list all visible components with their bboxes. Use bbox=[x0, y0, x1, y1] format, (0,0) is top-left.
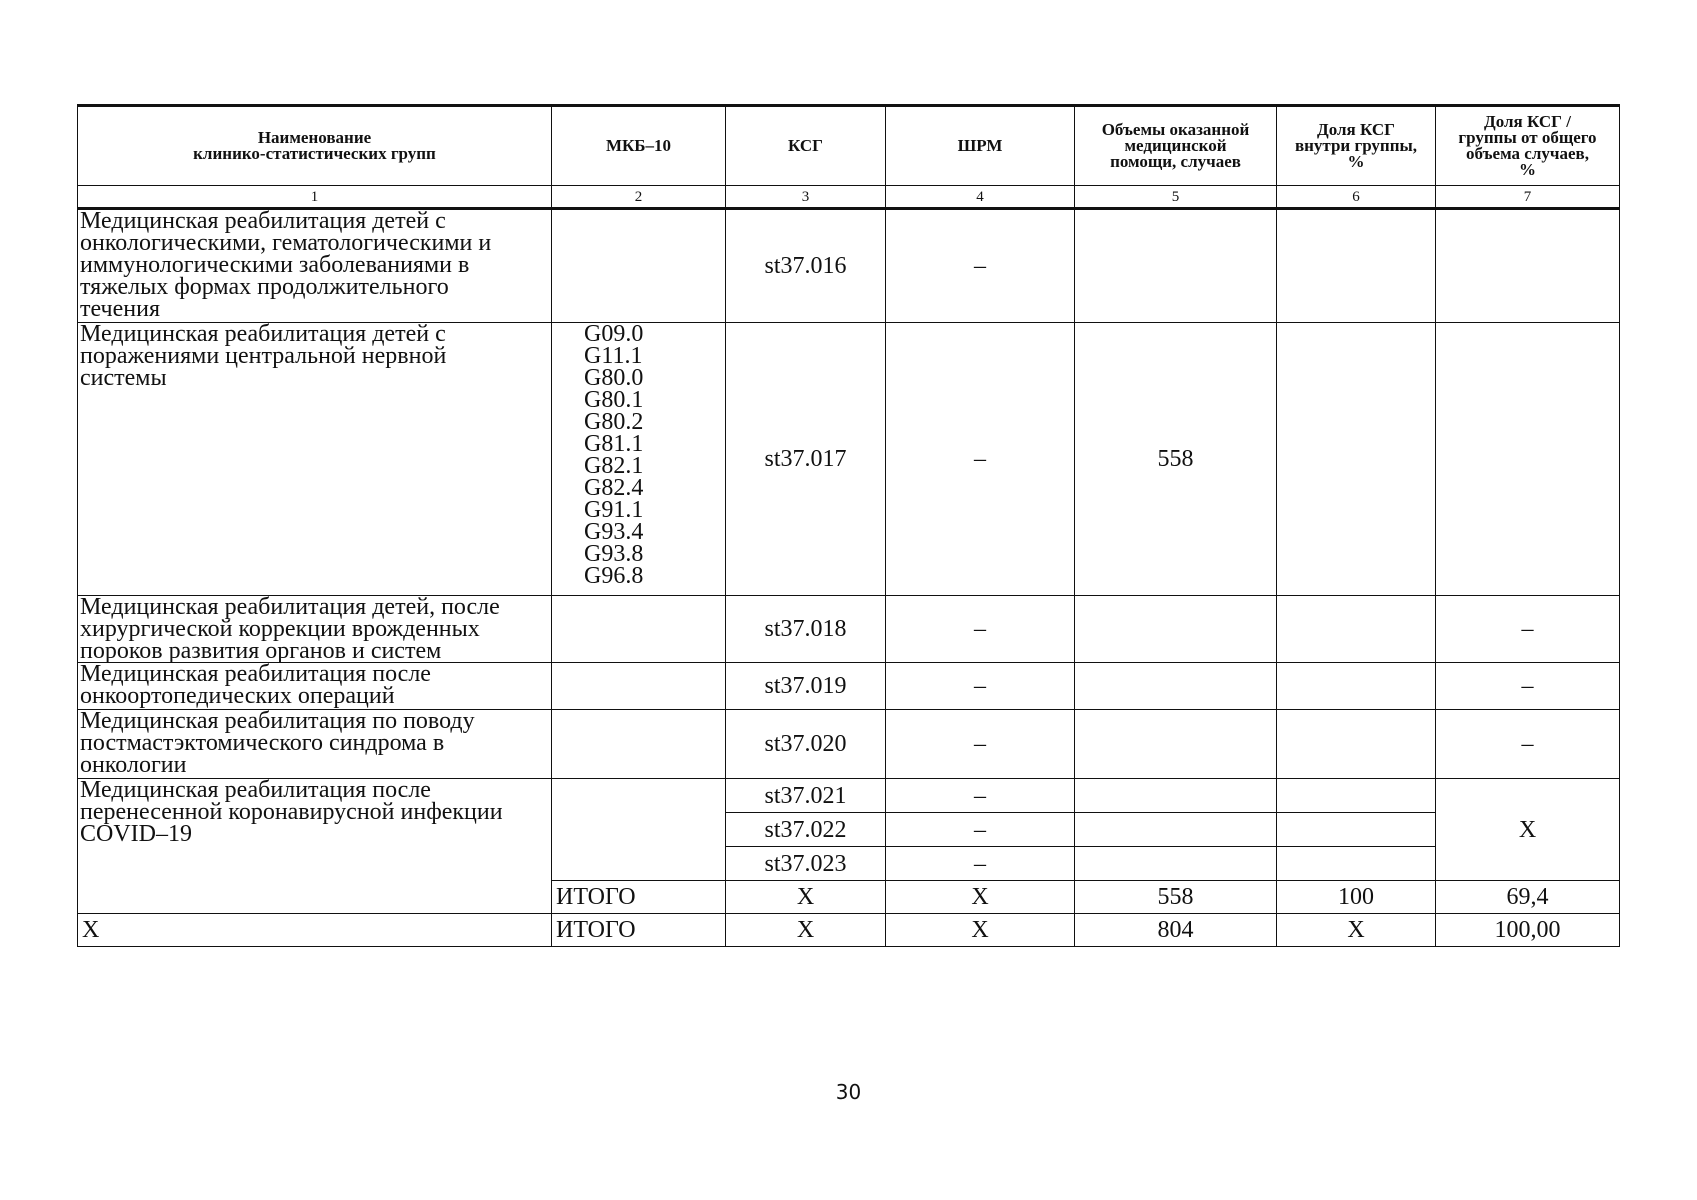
share-total-cell bbox=[1436, 323, 1620, 596]
shrm-cell: – bbox=[886, 779, 1075, 813]
share-in-group-cell bbox=[1277, 779, 1436, 813]
group-name-line: онкоортопедических операций bbox=[80, 683, 395, 709]
mkb-code: G81.1 bbox=[584, 431, 644, 457]
group-name-line: перенесенной коронавирусной инфекции bbox=[80, 799, 503, 825]
table-row bbox=[78, 323, 1620, 596]
shrm-cell: – bbox=[886, 209, 1075, 323]
group-name-line: системы bbox=[80, 365, 167, 391]
ksg-cell: st37.018 bbox=[726, 596, 886, 663]
mkb-code: G11.1 bbox=[584, 343, 643, 369]
share-total-cell: – bbox=[1436, 663, 1620, 710]
grand-total-name-cell: X bbox=[78, 914, 552, 947]
share-total-cell: 69,4 bbox=[1436, 881, 1620, 914]
group-name-line: Медицинская реабилитация после bbox=[80, 661, 431, 687]
share-in-group-cell bbox=[1277, 596, 1436, 663]
share-in-group-cell: 100 bbox=[1277, 881, 1436, 914]
volume-cell bbox=[1075, 710, 1277, 779]
group-name-line: течения bbox=[80, 296, 160, 322]
header-volume-line: медицинской bbox=[1124, 136, 1227, 155]
group-name-line: Медицинская реабилитация после bbox=[80, 777, 431, 803]
shrm-cell: X bbox=[886, 914, 1075, 947]
mkb-cell bbox=[552, 209, 726, 323]
volume-cell bbox=[1075, 596, 1277, 663]
group-name-cell bbox=[78, 710, 552, 779]
column-number: 4 bbox=[886, 186, 1075, 209]
header-volume-line: Объемы оказанной bbox=[1101, 120, 1250, 139]
shrm-cell: – bbox=[886, 813, 1075, 847]
column-number: 7 bbox=[1436, 186, 1620, 209]
mkb-code: G82.1 bbox=[584, 453, 644, 479]
volume-cell bbox=[1075, 813, 1277, 847]
share-total-cell: – bbox=[1436, 710, 1620, 779]
mkb-cell bbox=[552, 710, 726, 779]
group-name-line: Медицинская реабилитация детей с bbox=[80, 208, 446, 234]
group-name-cell bbox=[78, 596, 552, 663]
group-name-line: онкологии bbox=[80, 752, 187, 778]
ksg-cell: X bbox=[726, 914, 886, 947]
ksg-cell: X bbox=[726, 881, 886, 914]
volume-cell bbox=[1075, 847, 1277, 881]
table-row bbox=[78, 663, 1620, 710]
column-number-row bbox=[78, 186, 1620, 209]
shrm-cell: – bbox=[886, 710, 1075, 779]
shrm-cell: – bbox=[886, 323, 1075, 596]
group-name-cell bbox=[78, 779, 552, 914]
group-name-cell bbox=[78, 209, 552, 323]
header-share-line: внутри группы, bbox=[1294, 136, 1418, 155]
group-name-cell bbox=[78, 663, 552, 710]
table-row bbox=[78, 209, 1620, 323]
header-volume-line: помощи, случаев bbox=[1110, 152, 1241, 171]
column-number: 3 bbox=[726, 186, 886, 209]
share-total-cell: 100,00 bbox=[1436, 914, 1620, 947]
group-name-cell bbox=[78, 323, 552, 596]
volume-cell: 804 bbox=[1075, 914, 1277, 947]
group-name-line: иммунологическими заболеваниями в bbox=[80, 252, 470, 278]
table-row bbox=[78, 596, 1620, 663]
shrm-cell: X bbox=[886, 881, 1075, 914]
mkb-code: G91.1 bbox=[584, 497, 644, 523]
volume-cell bbox=[1075, 663, 1277, 710]
column-number: 2 bbox=[552, 186, 726, 209]
share-total-cell: X bbox=[1436, 779, 1620, 881]
group-name-line: COVID–19 bbox=[80, 821, 192, 847]
group-name-line: поражениями центральной нервной bbox=[80, 343, 447, 369]
table-row bbox=[78, 779, 1620, 813]
header-shrm: ШРМ bbox=[886, 106, 1075, 186]
mkb-code: G93.4 bbox=[584, 519, 644, 545]
header-share-total-line: % bbox=[1519, 160, 1536, 179]
column-number: 1 bbox=[78, 186, 552, 209]
mkb-code: G80.0 bbox=[584, 365, 644, 391]
group-name-line: онкологическими, гематологическими и bbox=[80, 230, 492, 256]
share-in-group-cell bbox=[1277, 663, 1436, 710]
mkb-cell bbox=[552, 663, 726, 710]
column-number: 6 bbox=[1277, 186, 1436, 209]
share-in-group-cell bbox=[1277, 710, 1436, 779]
grand-total-row bbox=[78, 914, 1620, 947]
ksg-cell: st37.020 bbox=[726, 710, 886, 779]
group-name-line: хирургической коррекции врожденных bbox=[80, 616, 480, 642]
header-name-line: Наименование bbox=[257, 128, 372, 147]
share-in-group-cell bbox=[1277, 323, 1436, 596]
header-share-total bbox=[1436, 106, 1620, 186]
share-in-group-cell bbox=[1277, 813, 1436, 847]
group-name-line: тяжелых формах продолжительного bbox=[80, 274, 449, 300]
mkb-code: G82.4 bbox=[584, 475, 644, 501]
ksg-cell: st37.017 bbox=[726, 323, 886, 596]
header-mkb: МКБ–10 bbox=[552, 106, 726, 186]
shrm-cell: – bbox=[886, 663, 1075, 710]
group-name-line: Медицинская реабилитация детей с bbox=[80, 321, 446, 347]
shrm-cell: – bbox=[886, 596, 1075, 663]
mkb-cell bbox=[552, 596, 726, 663]
mkb-cell bbox=[552, 779, 726, 881]
column-number: 5 bbox=[1075, 186, 1277, 209]
header-share-line: % bbox=[1347, 152, 1365, 171]
header-name bbox=[78, 106, 552, 186]
header-share-total-line: объема случаев, bbox=[1466, 144, 1589, 163]
table-row bbox=[78, 710, 1620, 779]
header-ksg: КСГ bbox=[726, 106, 886, 186]
header-share-total-line: группы от общего bbox=[1458, 128, 1597, 147]
ksg-cell: st37.016 bbox=[726, 209, 886, 323]
mkb-cell bbox=[552, 323, 726, 596]
ksg-cell: st37.022 bbox=[726, 813, 886, 847]
header-name-line: клинико-статистических групп bbox=[193, 144, 436, 163]
share-in-group-cell: X bbox=[1277, 914, 1436, 947]
header-share-total-line: Доля КСГ / bbox=[1484, 112, 1571, 131]
mkb-code: G93.8 bbox=[584, 541, 644, 567]
group-name-line: Медицинская реабилитация детей, после bbox=[80, 594, 500, 620]
header-share-in-group bbox=[1277, 106, 1436, 186]
shrm-cell: – bbox=[886, 847, 1075, 881]
volume-cell bbox=[1075, 209, 1277, 323]
ksg-cell: st37.019 bbox=[726, 663, 886, 710]
table-header-row bbox=[78, 106, 1620, 186]
group-name-line: Медицинская реабилитация по поводу bbox=[80, 708, 475, 734]
volume-cell bbox=[1075, 779, 1277, 813]
volume-cell: 558 bbox=[1075, 881, 1277, 914]
mkb-code: G96.8 bbox=[584, 563, 644, 589]
data-table bbox=[77, 104, 1620, 947]
share-total-cell bbox=[1436, 209, 1620, 323]
group-name-line: постмастэктомического синдрома в bbox=[80, 730, 445, 756]
share-total-cell: – bbox=[1436, 596, 1620, 663]
ksg-cell: st37.023 bbox=[726, 847, 886, 881]
total-label-cell: ИТОГО bbox=[552, 881, 726, 914]
header-share-line: Доля КСГ bbox=[1317, 120, 1395, 139]
volume-cell: 558 bbox=[1075, 323, 1277, 596]
share-in-group-cell bbox=[1277, 847, 1436, 881]
share-in-group-cell bbox=[1277, 209, 1436, 323]
mkb-code: G80.1 bbox=[584, 387, 644, 413]
mkb-code: G09.0 bbox=[584, 321, 644, 347]
mkb-code: G80.2 bbox=[584, 409, 644, 435]
group-name-line: пороков развития органов и систем bbox=[80, 638, 442, 664]
ksg-cell: st37.021 bbox=[726, 779, 886, 813]
total-label-cell: ИТОГО bbox=[552, 914, 726, 947]
page-number: 30 bbox=[835, 1080, 862, 1104]
header-volume bbox=[1075, 106, 1277, 186]
